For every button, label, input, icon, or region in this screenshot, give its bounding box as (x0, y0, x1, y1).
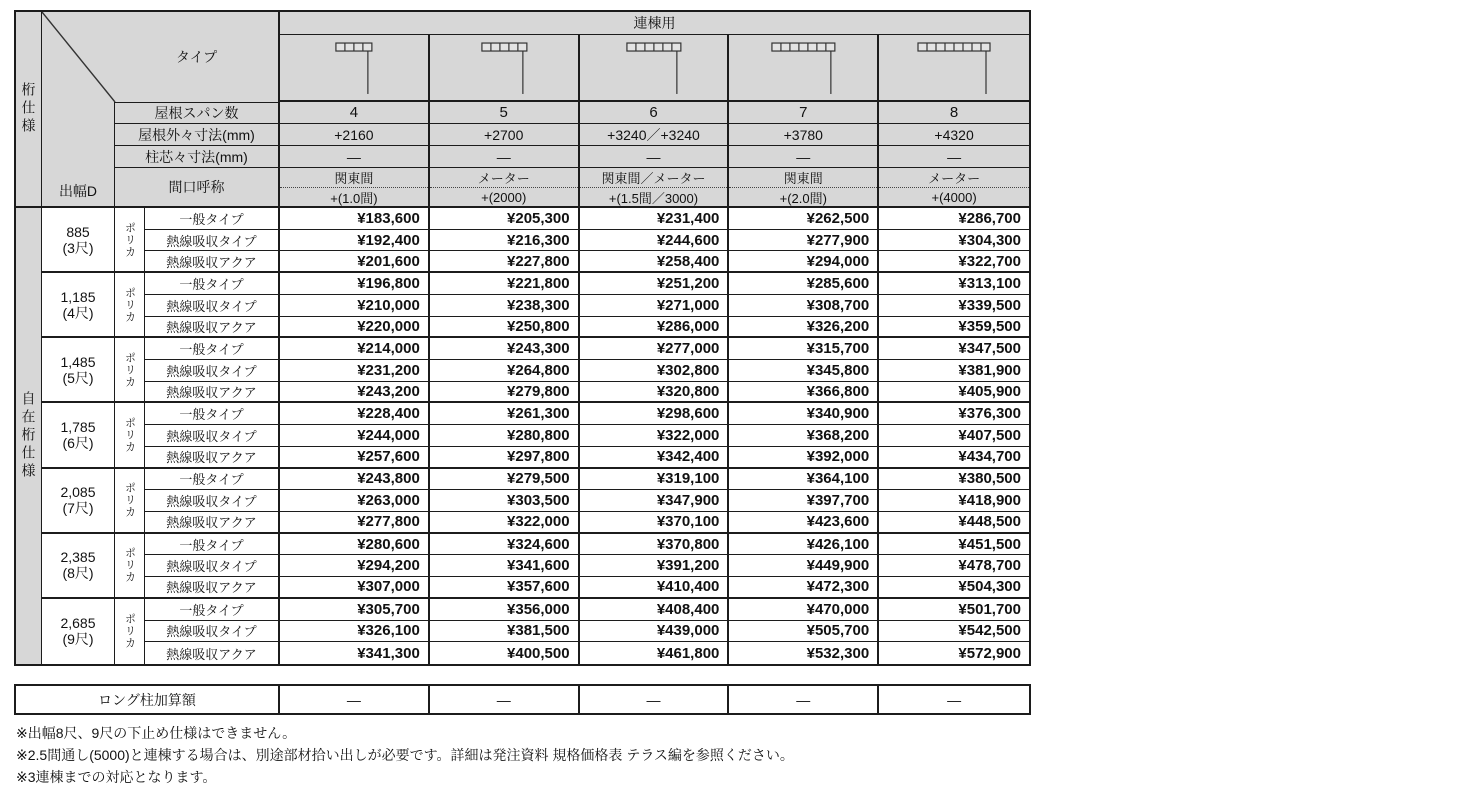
price-cell: ¥381,500 (430, 621, 580, 643)
price-cell: ¥345,800 (729, 360, 879, 382)
outer-dim-cell: +4320 (879, 124, 1029, 146)
roof-type-cell: 熱線吸収アクア (145, 447, 280, 469)
price-cell: ¥342,400 (580, 447, 730, 469)
price-cell: ¥261,300 (430, 403, 580, 425)
material-cell: ポリカ (115, 403, 145, 468)
opening-cell (580, 168, 730, 208)
opening-bottom: +(2.0間) (779, 190, 827, 206)
price-cell: ¥264,800 (430, 360, 580, 382)
span-count-cell: 5 (430, 102, 580, 124)
price-cell: ¥376,300 (879, 403, 1029, 425)
price-cell: ¥320,800 (580, 382, 730, 404)
span-count-cell: 4 (280, 102, 430, 124)
span-count-cell: 7 (729, 102, 879, 124)
opening-cell (430, 168, 580, 208)
roof-type-cell: 一般タイプ (145, 534, 280, 556)
price-cell: ¥238,300 (430, 295, 580, 317)
price-cell: ¥572,900 (879, 642, 1029, 664)
long-pillar-value: — (580, 686, 730, 713)
opening-bottom: +(1.0間) (330, 190, 378, 206)
roof-type-cell: 熱線吸収アクア (145, 577, 280, 599)
pillar-dim-cell: — (729, 146, 879, 168)
price-cell: ¥302,800 (580, 360, 730, 382)
opening-top: 関東間 (729, 168, 877, 188)
rento-group-header: 連棟用 (280, 12, 1029, 35)
depth-cell (42, 403, 115, 468)
price-cell: ¥183,600 (280, 208, 430, 230)
opening-top: メーター (879, 168, 1029, 188)
price-cell: ¥308,700 (729, 295, 879, 317)
price-cell: ¥391,200 (580, 555, 730, 577)
depth-shaku: (5尺) (62, 369, 94, 386)
price-cell: ¥542,500 (879, 621, 1029, 643)
roof-type-cell: 熱線吸収アクア (145, 642, 280, 664)
depth-label: 出幅D (58, 183, 98, 199)
opening-row-label: 間口呼称 (115, 168, 280, 208)
price-cell: ¥244,600 (580, 230, 730, 252)
price-cell: ¥210,000 (280, 295, 430, 317)
opening-top: メーター (430, 168, 578, 188)
price-cell: ¥340,900 (729, 403, 879, 425)
outer-dim-cell: +2700 (430, 124, 580, 146)
price-cell: ¥279,800 (430, 382, 580, 404)
price-cell: ¥448,500 (879, 512, 1029, 534)
price-cell: ¥418,900 (879, 490, 1029, 512)
roof-type-cell: 一般タイプ (145, 273, 280, 295)
price-cell: ¥231,400 (580, 208, 730, 230)
depth-shaku: (8尺) (62, 565, 94, 582)
price-cell: ¥305,700 (280, 599, 430, 621)
price-cell: ¥294,000 (729, 251, 879, 273)
price-cell: ¥196,800 (280, 273, 430, 295)
price-cell: ¥201,600 (280, 251, 430, 273)
price-cell: ¥356,000 (430, 599, 580, 621)
price-cell: ¥227,800 (430, 251, 580, 273)
price-cell: ¥258,400 (580, 251, 730, 273)
price-cell: ¥285,600 (729, 273, 879, 295)
footnotes (16, 722, 794, 788)
roof-type-cell: 一般タイプ (145, 208, 280, 230)
price-cell: ¥341,600 (430, 555, 580, 577)
roof-type-cell: 熱線吸収アクア (145, 512, 280, 534)
price-cell: ¥478,700 (879, 555, 1029, 577)
price-cell: ¥426,100 (729, 534, 879, 556)
price-cell: ¥357,600 (430, 577, 580, 599)
depth-cell (42, 599, 115, 664)
price-cell: ¥423,600 (729, 512, 879, 534)
price-cell: ¥470,000 (729, 599, 879, 621)
price-cell: ¥286,000 (580, 317, 730, 339)
depth-cell (42, 273, 115, 338)
depth-shaku: (9尺) (62, 631, 94, 648)
price-cell: ¥397,700 (729, 490, 879, 512)
price-cell: ¥532,300 (729, 642, 879, 664)
material-cell: ポリカ (115, 208, 145, 273)
price-cell: ¥359,500 (879, 317, 1029, 339)
price-cell: ¥257,600 (280, 447, 430, 469)
outer-dim-cell: +2160 (280, 124, 430, 146)
pillar-dim-cell: — (280, 146, 430, 168)
pillar-dim-cell: — (430, 146, 580, 168)
roof-type-cell: 熱線吸収タイプ (145, 555, 280, 577)
depth-header-cell (42, 102, 115, 208)
price-cell: ¥263,000 (280, 490, 430, 512)
price-cell: ¥366,800 (729, 382, 879, 404)
price-cell: ¥277,800 (280, 512, 430, 534)
price-cell: ¥228,400 (280, 403, 430, 425)
depth-shaku: (6尺) (62, 434, 94, 451)
depth-value: 2,685 (60, 615, 96, 632)
body-spec-vertical-label: 自在桁仕様 (16, 208, 42, 664)
long-pillar-value: — (729, 686, 879, 713)
opening-bottom: +(4000) (931, 189, 977, 205)
long-pillar-table (14, 684, 1031, 715)
depth-value: 885 (66, 223, 90, 240)
long-pillar-value: — (879, 686, 1029, 713)
price-cell: ¥220,000 (280, 317, 430, 339)
price-cell: ¥370,100 (580, 512, 730, 534)
roof-diagram-cell (430, 35, 580, 102)
depth-value: 2,085 (60, 484, 96, 501)
price-cell: ¥303,500 (430, 490, 580, 512)
roof-diagram-cell (280, 35, 430, 102)
long-pillar-value: — (280, 686, 430, 713)
roof-type-cell: 熱線吸収タイプ (145, 360, 280, 382)
depth-cell (42, 534, 115, 599)
roof-diagram-cell (879, 35, 1029, 102)
outer-dim-cell: +3780 (729, 124, 879, 146)
price-cell: ¥451,500 (879, 534, 1029, 556)
price-cell: ¥214,000 (280, 338, 430, 360)
price-cell: ¥313,100 (879, 273, 1029, 295)
price-cell: ¥341,300 (280, 642, 430, 664)
price-cell: ¥221,800 (430, 273, 580, 295)
price-cell: ¥277,900 (729, 230, 879, 252)
price-cell: ¥504,300 (879, 577, 1029, 599)
price-cell: ¥307,000 (280, 577, 430, 599)
price-cell: ¥262,500 (729, 208, 879, 230)
price-cell: ¥461,800 (580, 642, 730, 664)
price-table (14, 10, 1031, 666)
pillar-dim-row-label: 柱芯々寸法(mm) (115, 146, 280, 168)
price-cell: ¥381,900 (879, 360, 1029, 382)
price-cell: ¥231,200 (280, 360, 430, 382)
roof-type-cell: 熱線吸収タイプ (145, 230, 280, 252)
price-cell: ¥400,500 (430, 642, 580, 664)
material-cell: ポリカ (115, 469, 145, 534)
opening-bottom: +(2000) (481, 189, 527, 205)
roof-diagram-cell (729, 35, 879, 102)
depth-value: 1,785 (60, 418, 96, 435)
opening-cell (879, 168, 1029, 208)
opening-cell (729, 168, 879, 208)
price-cell: ¥326,200 (729, 317, 879, 339)
type-header-cell (42, 12, 280, 102)
price-cell: ¥205,300 (430, 208, 580, 230)
roof-type-cell: 熱線吸収アクア (145, 251, 280, 273)
price-cell: ¥322,700 (879, 251, 1029, 273)
roof-type-cell: 熱線吸収アクア (145, 317, 280, 339)
price-cell: ¥322,000 (430, 512, 580, 534)
roof-type-cell: 熱線吸収タイプ (145, 490, 280, 512)
price-cell: ¥298,600 (580, 403, 730, 425)
price-cell: ¥304,300 (879, 230, 1029, 252)
roof-diagram-icon (430, 37, 578, 99)
price-cell: ¥326,100 (280, 621, 430, 643)
price-cell: ¥251,200 (580, 273, 730, 295)
material-cell: ポリカ (115, 534, 145, 599)
long-pillar-value: — (430, 686, 580, 713)
price-cell: ¥449,900 (729, 555, 879, 577)
price-cell: ¥297,800 (430, 447, 580, 469)
price-cell: ¥277,000 (580, 338, 730, 360)
roof-type-cell: 一般タイプ (145, 403, 280, 425)
price-cell: ¥319,100 (580, 469, 730, 491)
roof-type-cell: 熱線吸収タイプ (145, 295, 280, 317)
type-label: タイプ (175, 49, 218, 65)
girder-spec-vertical-label: 桁仕様 (16, 12, 42, 208)
roof-type-cell: 熱線吸収タイプ (145, 425, 280, 447)
price-cell: ¥505,700 (729, 621, 879, 643)
price-cell: ¥324,600 (430, 534, 580, 556)
price-cell: ¥407,500 (879, 425, 1029, 447)
roof-type-cell: 熱線吸収タイプ (145, 621, 280, 643)
price-cell: ¥271,000 (580, 295, 730, 317)
price-cell: ¥192,400 (280, 230, 430, 252)
opening-cell (280, 168, 430, 208)
price-cell: ¥501,700 (879, 599, 1029, 621)
opening-bottom: +(1.5間／3000) (608, 190, 699, 206)
depth-cell (42, 469, 115, 534)
price-cell: ¥364,100 (729, 469, 879, 491)
span-count-row-label: 屋根スパン数 (115, 102, 280, 124)
outer-dim-cell: +3240／+3240 (580, 124, 730, 146)
price-cell: ¥392,000 (729, 447, 879, 469)
price-cell: ¥347,900 (580, 490, 730, 512)
price-cell: ¥243,300 (430, 338, 580, 360)
price-cell: ¥439,000 (580, 621, 730, 643)
price-cell: ¥380,500 (879, 469, 1029, 491)
depth-cell (42, 208, 115, 273)
price-cell: ¥368,200 (729, 425, 879, 447)
roof-diagram-cell (580, 35, 730, 102)
price-cell: ¥370,800 (580, 534, 730, 556)
price-cell: ¥286,700 (879, 208, 1029, 230)
roof-diagram-icon (280, 37, 428, 99)
depth-shaku: (4尺) (62, 304, 94, 321)
depth-cell (42, 338, 115, 403)
footnote-2: ※2.5間通し(5000)と連棟する場合は、別途部材拾い出しが必要です。詳細は発注資料 規格価格表 テラス編を参照ください。 (16, 747, 794, 763)
material-cell: ポリカ (115, 273, 145, 338)
price-cell: ¥243,200 (280, 382, 430, 404)
footnote-3: ※3連棟までの対応となります。 (16, 769, 217, 785)
depth-shaku: (3尺) (62, 239, 94, 256)
price-cell: ¥294,200 (280, 555, 430, 577)
price-cell: ¥405,900 (879, 382, 1029, 404)
depth-shaku: (7尺) (62, 500, 94, 517)
footnote-1: ※出幅8尺、9尺の下止め仕様はできません。 (16, 725, 297, 741)
price-cell: ¥279,500 (430, 469, 580, 491)
roof-diagram-icon (729, 37, 877, 99)
material-cell: ポリカ (115, 599, 145, 664)
span-count-cell: 8 (879, 102, 1029, 124)
depth-value: 2,385 (60, 549, 96, 566)
price-cell: ¥315,700 (729, 338, 879, 360)
opening-top: 関東間 (280, 168, 428, 188)
roof-type-cell: 一般タイプ (145, 338, 280, 360)
price-cell: ¥280,600 (280, 534, 430, 556)
price-cell: ¥322,000 (580, 425, 730, 447)
opening-top: 関東間／メーター (580, 168, 728, 188)
long-pillar-label: ロング柱加算額 (16, 686, 280, 713)
price-cell: ¥347,500 (879, 338, 1029, 360)
outer-dim-row-label: 屋根外々寸法(mm) (115, 124, 280, 146)
roof-type-cell: 熱線吸収アクア (145, 382, 280, 404)
price-cell: ¥472,300 (729, 577, 879, 599)
roof-type-cell: 一般タイプ (145, 599, 280, 621)
price-cell: ¥434,700 (879, 447, 1029, 469)
price-cell: ¥250,800 (430, 317, 580, 339)
depth-value: 1,485 (60, 353, 96, 370)
depth-value: 1,185 (60, 288, 96, 305)
roof-type-cell: 一般タイプ (145, 469, 280, 491)
roof-diagram-icon (580, 37, 728, 99)
pillar-dim-cell: — (879, 146, 1029, 168)
price-cell: ¥280,800 (430, 425, 580, 447)
material-cell: ポリカ (115, 338, 145, 403)
price-cell: ¥408,400 (580, 599, 730, 621)
roof-diagram-icon (880, 37, 1028, 99)
price-cell: ¥243,800 (280, 469, 430, 491)
price-cell: ¥244,000 (280, 425, 430, 447)
price-cell: ¥410,400 (580, 577, 730, 599)
span-count-cell: 6 (580, 102, 730, 124)
pillar-dim-cell: — (580, 146, 730, 168)
price-cell: ¥216,300 (430, 230, 580, 252)
price-cell: ¥339,500 (879, 295, 1029, 317)
